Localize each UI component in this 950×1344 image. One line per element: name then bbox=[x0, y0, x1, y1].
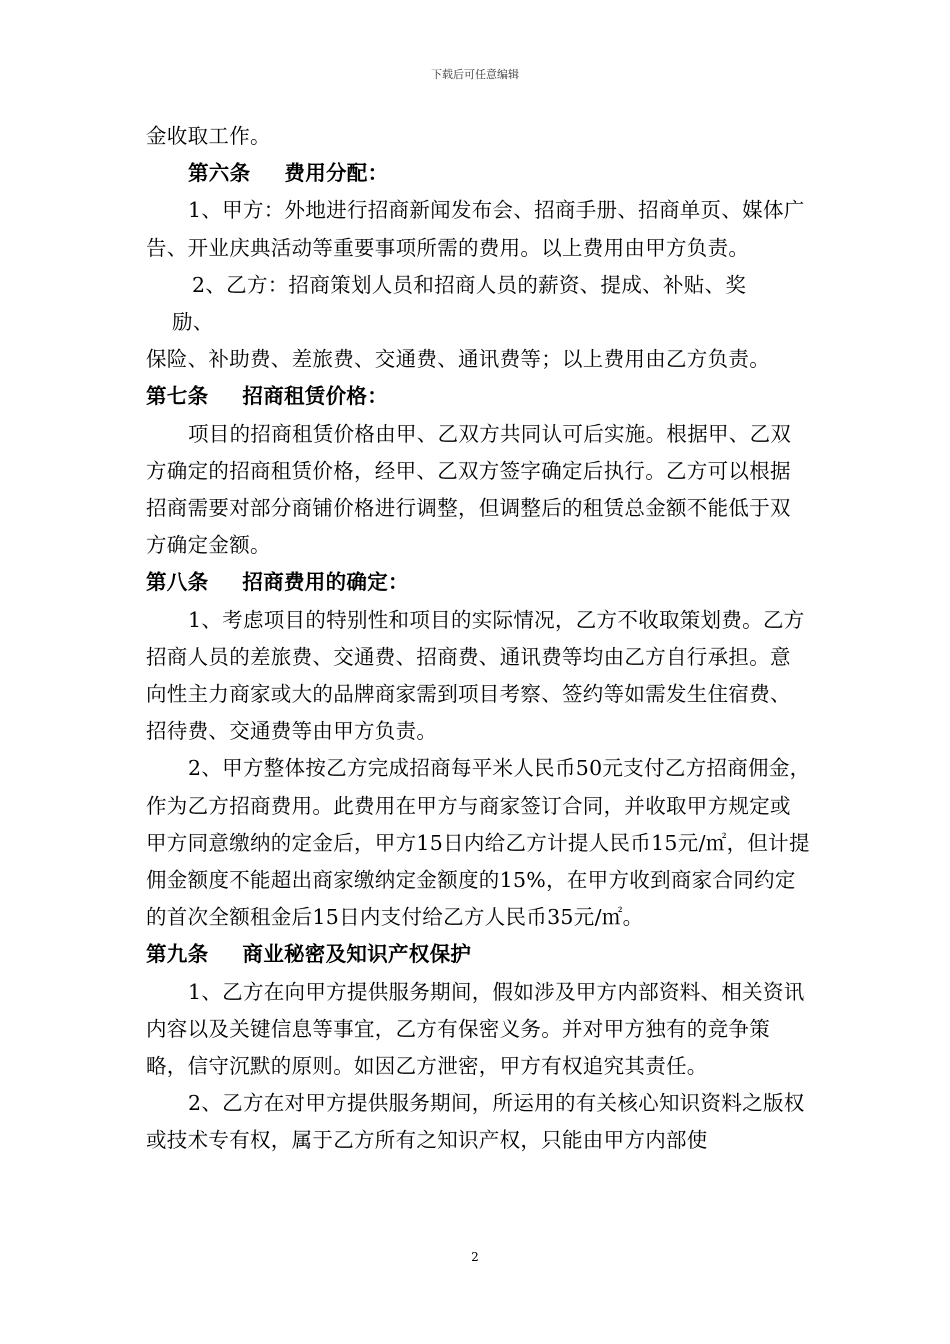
paragraph: 1、乙方在向甲方提供服务期间，假如涉及甲方内部资料、相关资讯内容以及关键信息等事宜，乙方有保密义务。并对甲方独有的竞争策略，信守沉默的原则。如因乙方泄密，甲方有权追究其责任。 bbox=[146, 979, 805, 1079]
paragraph: 金收取工作。 bbox=[146, 124, 271, 148]
paragraph: 1、考虑项目的特别性和项目的实际情况，乙方不收取策划费。乙方招商人员的差旅费、交通费、招商费、通讯费等均由乙方自行承担。意向性主力商家或大的品牌商家需到项目考察、签约等如需发生住宿费、招待费、交通费等由甲方负责。 bbox=[146, 607, 805, 744]
document-body bbox=[146, 118, 811, 1160]
paragraph: 2、甲方整体按乙方完成招商每平米人民币50元支付乙方招商佣金，作为乙方招商费用。此费用在甲方与商家签订合同，并收取甲方规定或甲方同意缴纳的定金后，甲方15日内给乙方计提人民币15元/㎡，但计提佣金额度不能超出商家缴纳定金额度的15%，在甲方收到商家合同约定的首次全额租金后15日内支付给乙方人民币35元/㎡。 bbox=[146, 756, 811, 930]
article-9-heading bbox=[146, 936, 811, 973]
article-title: 招商费用的确定： bbox=[242, 570, 409, 595]
paragraph: 项目的招商租赁价格由甲、乙双方共同认可后实施。根据甲、乙双方确定的招商租赁价格，经甲、乙双方签字确定后执行。乙方可以根据招商需要对部分商铺价格进行调整，但调整后的租赁总金额不能低于双方确定金额。 bbox=[146, 421, 792, 558]
article-title: 费用分配： bbox=[284, 161, 389, 186]
paragraph: 励、 bbox=[172, 310, 214, 335]
article-number: 第六条 bbox=[188, 161, 251, 186]
page-header-note: 下载后可任意编辑 bbox=[431, 68, 519, 81]
page-number: 2 bbox=[471, 1250, 479, 1264]
article-number: 第七条 bbox=[146, 384, 209, 409]
article-8-heading bbox=[146, 564, 811, 601]
article-number: 第八条 bbox=[146, 570, 209, 595]
article-7-heading bbox=[146, 378, 811, 415]
article-title: 招商租赁价格： bbox=[242, 384, 389, 409]
paragraph: 保险、补助费、差旅费、交通费、通讯费等；以上费用由乙方负责。 bbox=[146, 347, 770, 372]
paragraph: 2、乙方在对甲方提供服务期间，所运用的有关核心知识资料之版权或技术专有权，属于乙方所有之知识产权，只能由甲方内部使 bbox=[146, 1091, 805, 1153]
paragraph: 1、甲方：外地进行招商新闻发布会、招商手册、招商单页、媒体广告、开业庆典活动等重要事项所需的费用。以上费用由甲方负责。 bbox=[146, 198, 805, 260]
article-title: 商业秘密及知识产权保护 bbox=[242, 942, 472, 967]
paragraph: 2、乙方：招商策划人员和招商人员的薪资、提成、补贴、奖 bbox=[192, 272, 747, 297]
article-6-heading bbox=[146, 155, 811, 192]
article-number: 第九条 bbox=[146, 942, 209, 967]
